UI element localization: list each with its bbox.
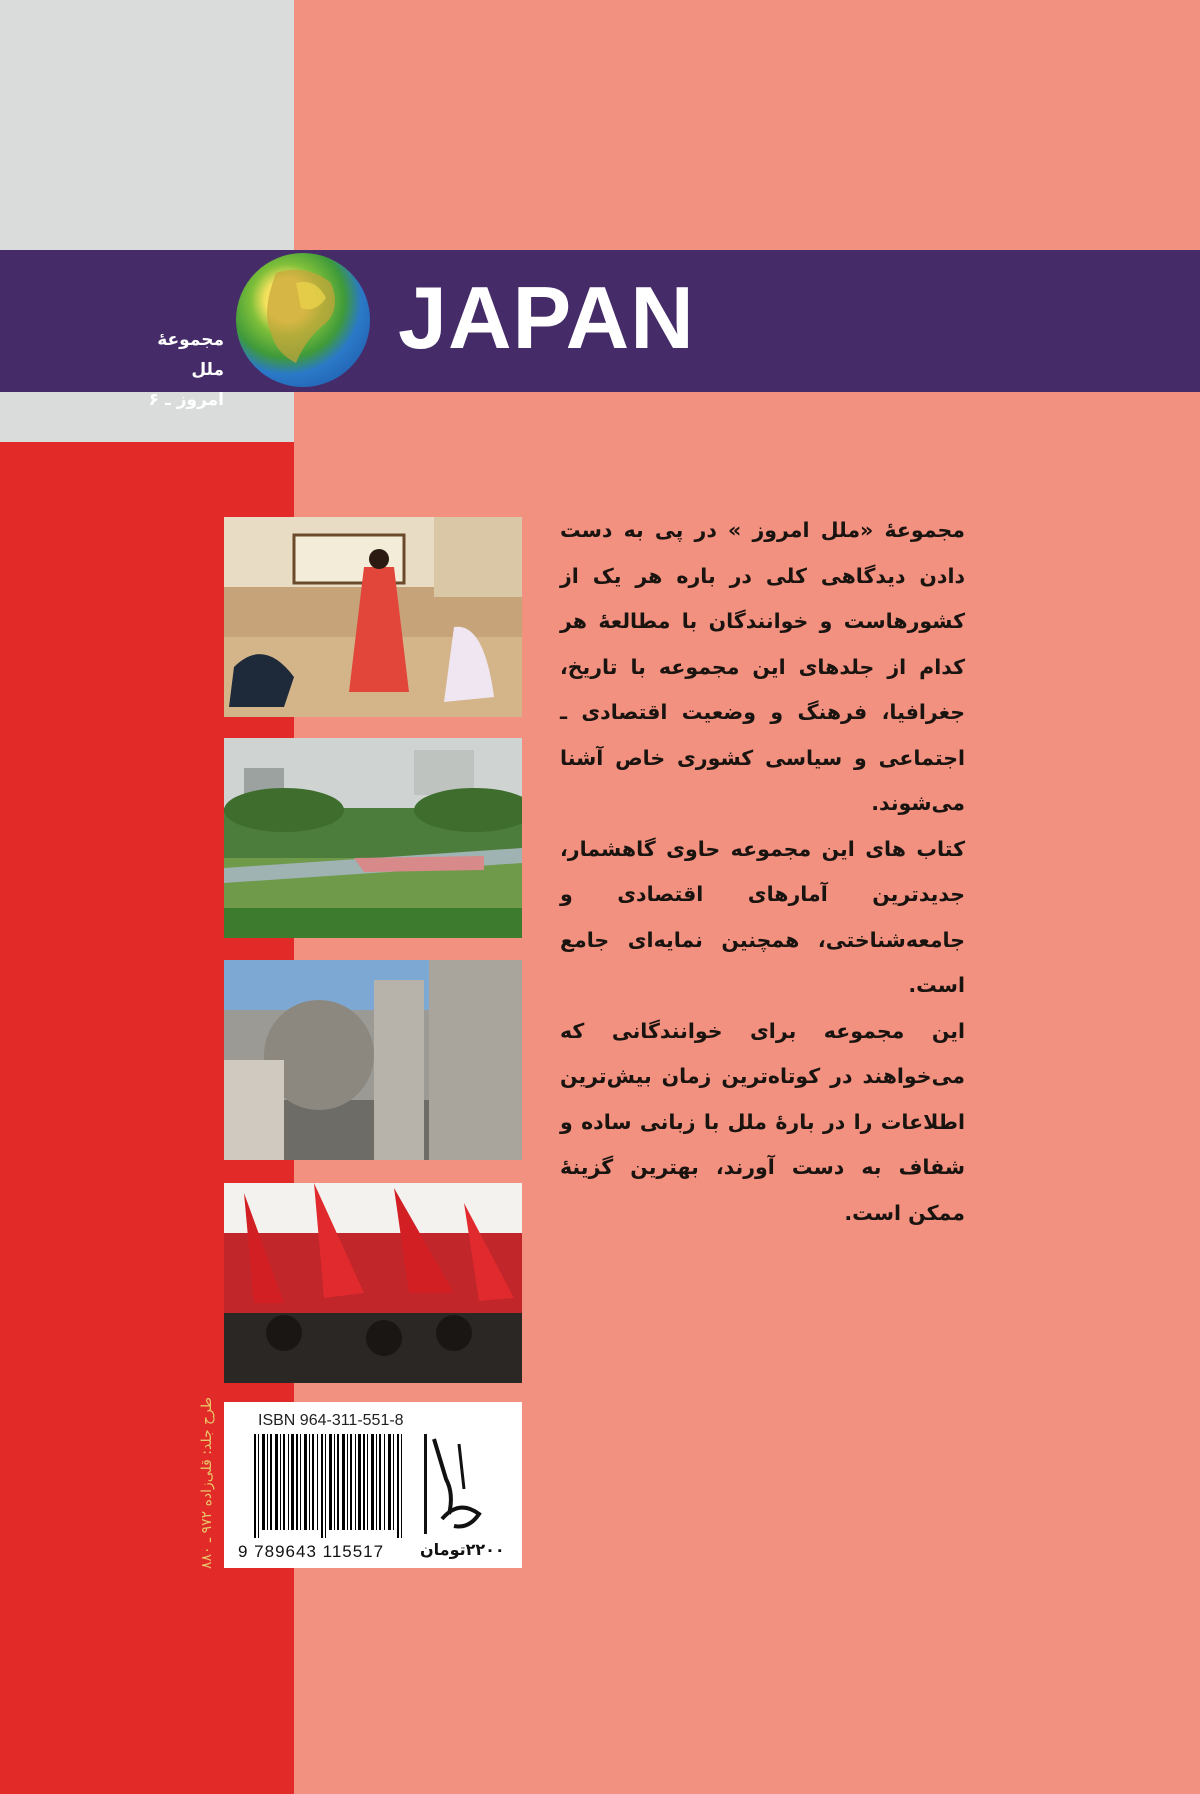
peace-park-photo <box>224 738 522 938</box>
cover-title: JAPAN <box>398 268 695 367</box>
description-text <box>560 508 965 1236</box>
globe-icon <box>236 253 370 387</box>
barcode-bars <box>254 1434 404 1538</box>
red-flags-festival-photo <box>224 1183 522 1383</box>
phoenix-logo-icon <box>424 1434 494 1534</box>
grey-panel <box>0 0 294 250</box>
sphere-building-photo <box>224 960 522 1160</box>
barcode-panel <box>224 1402 522 1568</box>
paragraph-1: مجموعهٔ «ملل امروز » در پی به دست دادن دیدگاهی کلی در باره هر یک از کشورهاست و خوانندگان با مطالعهٔ هر کدام از جلدهای این مجموعه با تاریخ، جغرافیا، فرهنگ و وضعیت اقتصادی ـ اجتماعی و سیاسی کشوری خاص آشنا می‌شوند. <box>560 518 965 815</box>
price-label: ۲۲۰۰تومان <box>420 1540 505 1559</box>
series-line1: مجموعهٔ <box>157 330 224 350</box>
barcode-digits: 9 789643 115517 <box>238 1542 385 1561</box>
isbn-label: ISBN 964-311-551-8 <box>258 1412 404 1429</box>
cover-design-credit: طرح جلد: قلی‌زاده ۹۷۲ ـ ۸۸۰ <box>199 1397 215 1569</box>
series-line2: ملل امروز ـ ۶ <box>148 360 224 410</box>
paragraph-3: این مجموعه برای خوانندگانی که می‌خواهند در کوتاه‌ترین زمان بیش‌ترین اطلاعات را در بارهٔ ملل با زبانی ساده و شفاف به دست آورند، بهترین گزینهٔ ممکن است. <box>560 1018 965 1225</box>
series-label <box>140 325 224 415</box>
kimono-ceremony-photo <box>224 517 522 717</box>
paragraph-2: کتاب‌ های این مجموعه حاوی گاهشمار، جدیدترین آمارهای اقتصادی و جامعه‌شناختی، همچنین نمایه‌ای جامع است. <box>560 836 965 997</box>
